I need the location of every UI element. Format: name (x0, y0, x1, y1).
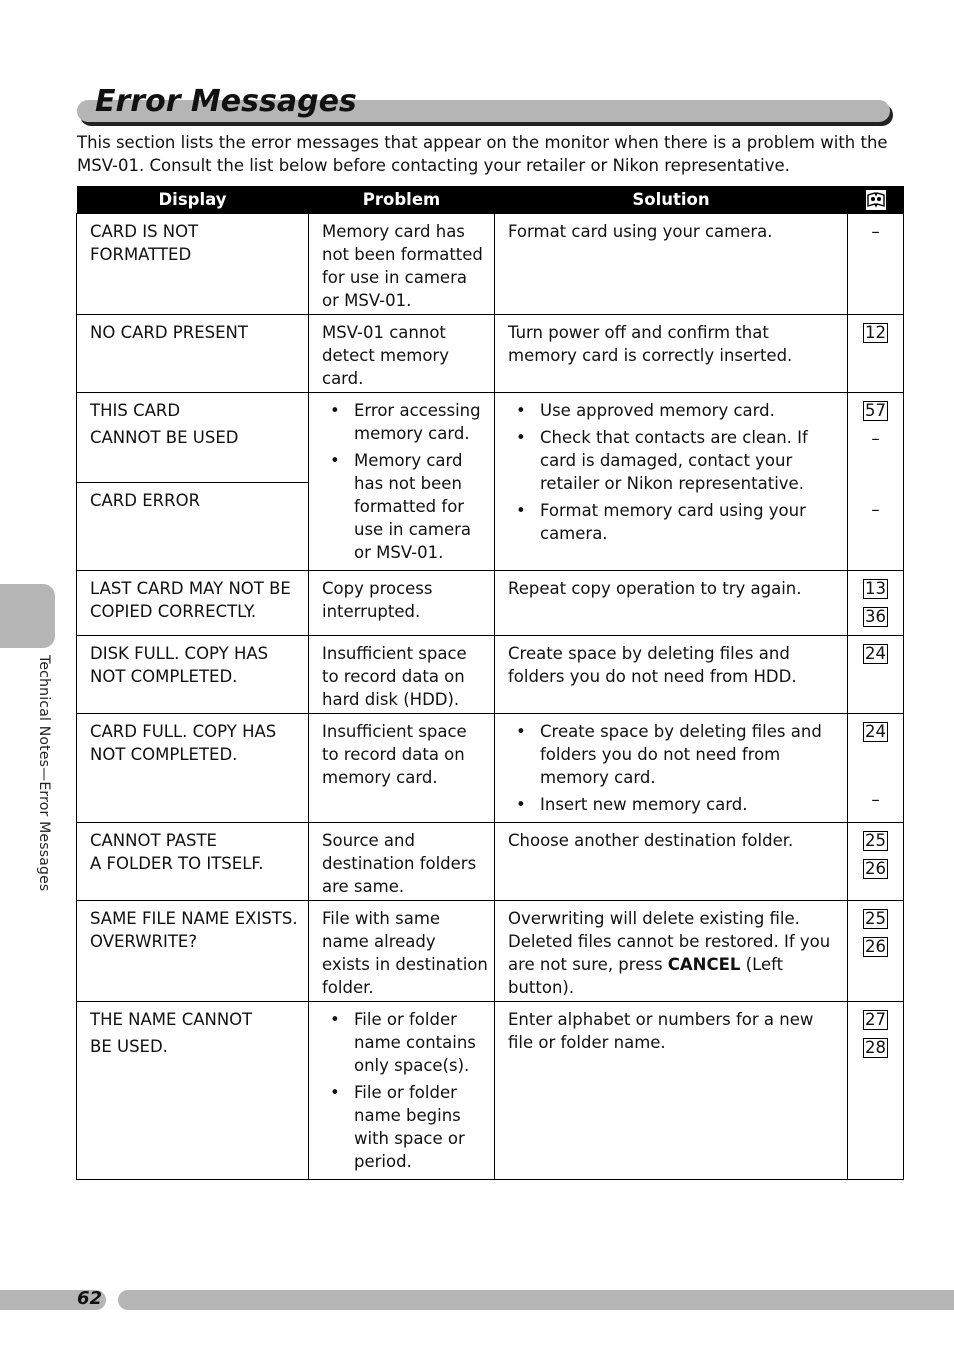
cell-display: CARD ERROR (77, 482, 309, 570)
cell-display (77, 393, 309, 483)
page-ref-link[interactable]: 24 (865, 722, 886, 741)
cell-display: NO CARD PRESENT (77, 315, 309, 393)
cell-solution: Choose another destination folder. (495, 823, 848, 901)
list-item: • Error accessing memory card. (354, 399, 488, 445)
list-item: • Memory card has not been formatted for use in camera or MSV-01. (354, 449, 488, 564)
intro-paragraph: This section lists the error messages that appear on the monitor when there is a problem with the MSV-01. Consult the list below before contacting your retailer or Nikon representative. (77, 133, 888, 175)
page-number: 62 (77, 1288, 103, 1309)
cell-ref (848, 901, 904, 1002)
table-header-row (77, 186, 904, 214)
cell-display: CARD IS NOT FORMATTED (77, 214, 309, 315)
cell-problem: Insufficient space to record data on hard disk (HDD). (309, 636, 495, 714)
page-ref-link[interactable]: 57 (865, 401, 886, 420)
cell-solution: Enter alphabet or numbers for a new file or folder name. (495, 1002, 848, 1180)
cell-problem: MSV-01 cannot detect memory card. (309, 315, 495, 393)
table-row (77, 714, 904, 823)
problem-list (322, 1008, 488, 1173)
cell-solution (495, 393, 848, 571)
section-tab (0, 584, 55, 648)
cell-solution (495, 901, 848, 1002)
list-item: • Check that contacts are clean. If card is damaged, contact your retailer or Nikon representative. (540, 426, 841, 495)
page-ref-link[interactable]: 25 (865, 831, 886, 850)
header-problem: Problem (309, 186, 495, 214)
cell-problem: Insufficient space to record data on memory card. (309, 714, 495, 823)
display-line: THIS CARD (90, 401, 181, 420)
reference-book-icon (865, 189, 887, 211)
table-row (77, 1002, 904, 1180)
page-title: Error Messages (95, 84, 357, 119)
cell-display: CARD FULL. COPY HAS NOT COMPLETED. (77, 714, 309, 823)
header-reference (848, 186, 904, 214)
page-ref-link[interactable]: 36 (865, 607, 886, 626)
cell-ref (848, 315, 904, 393)
cell-solution: Create space by deleting files and folders you do not need from HDD. (495, 636, 848, 714)
cell-ref (848, 636, 904, 714)
cell-display (77, 823, 309, 901)
display-line: THE NAME CANNOT (90, 1010, 253, 1029)
error-messages-table (76, 186, 904, 1180)
cell-solution: Format card using your camera. (495, 214, 848, 315)
cell-problem: Memory card has not been formatted for use in camera or MSV-01. (309, 214, 495, 315)
cell-ref (848, 823, 904, 901)
cell-ref (848, 571, 904, 636)
cell-problem: Source and destination folders are same. (309, 823, 495, 901)
table-row (77, 571, 904, 636)
cell-ref (848, 714, 904, 823)
page-ref-link[interactable]: 24 (865, 644, 886, 663)
footer-bar-right (118, 1290, 954, 1310)
list-item: • Use approved memory card. (540, 399, 841, 422)
ref-dash: – (871, 500, 880, 519)
cell-display: LAST CARD MAY NOT BE COPIED CORRECTLY. (77, 571, 309, 636)
cell-ref (848, 393, 904, 571)
list-item: • File or folder name contains only space(s). (354, 1008, 488, 1077)
page-ref-link[interactable]: 27 (865, 1010, 886, 1029)
cell-display (77, 1002, 309, 1180)
cell-display: DISK FULL. COPY HAS NOT COMPLETED. (77, 636, 309, 714)
page-ref-link[interactable]: 28 (865, 1038, 886, 1057)
cell-solution: Turn power off and confirm that memory card is correctly inserted. (495, 315, 848, 393)
solution-text: (Left button). (508, 955, 784, 997)
table-row (77, 901, 904, 1002)
page-ref-link[interactable]: 26 (865, 859, 886, 878)
table-row (77, 393, 904, 483)
page-ref-link[interactable]: 26 (865, 937, 886, 956)
display-line: A FOLDER TO ITSELF. (90, 854, 264, 873)
display-line: BE USED. (90, 1037, 168, 1056)
ref-dash: – (871, 790, 880, 809)
table-row (77, 636, 904, 714)
cell-display: SAME FILE NAME EXISTS. OVERWRITE? (77, 901, 309, 1002)
solution-list (508, 720, 841, 816)
page-ref-link[interactable]: 25 (865, 909, 886, 928)
header-solution: Solution (495, 186, 848, 214)
cancel-keyword: CANCEL (667, 955, 741, 974)
cell-problem (309, 1002, 495, 1180)
page-ref-link[interactable]: 12 (865, 323, 886, 342)
problem-list (322, 399, 488, 564)
table-row (77, 214, 904, 315)
cell-problem (309, 393, 495, 571)
page-ref-link[interactable]: 13 (865, 579, 886, 598)
display-line: CANNOT BE USED (90, 428, 239, 447)
solution-list (508, 399, 841, 545)
ref-dash: – (871, 429, 880, 448)
cell-solution: Repeat copy operation to try again. (495, 571, 848, 636)
cell-solution (495, 714, 848, 823)
list-item: • Format memory card using your camera. (540, 499, 841, 545)
cell-problem: File with same name already exists in destination folder. (309, 901, 495, 1002)
list-item: • File or folder name begins with space or period. (354, 1081, 488, 1173)
display-line: CANNOT PASTE (90, 831, 217, 850)
list-item: • Insert new memory card. (540, 793, 841, 816)
section-label: Technical Notes—Error Messages (36, 655, 52, 892)
cell-ref (848, 1002, 904, 1180)
table-row (77, 823, 904, 901)
header-display: Display (77, 186, 309, 214)
list-item: • Create space by deleting files and folders you do not need from memory card. (540, 720, 841, 789)
solution-text: Overwriting will delete existing file. Deleted files cannot be restored. If you are not sure, press (508, 909, 831, 974)
cell-problem: Copy process interrupted. (309, 571, 495, 636)
cell-ref: – (848, 214, 904, 315)
table-row (77, 315, 904, 393)
